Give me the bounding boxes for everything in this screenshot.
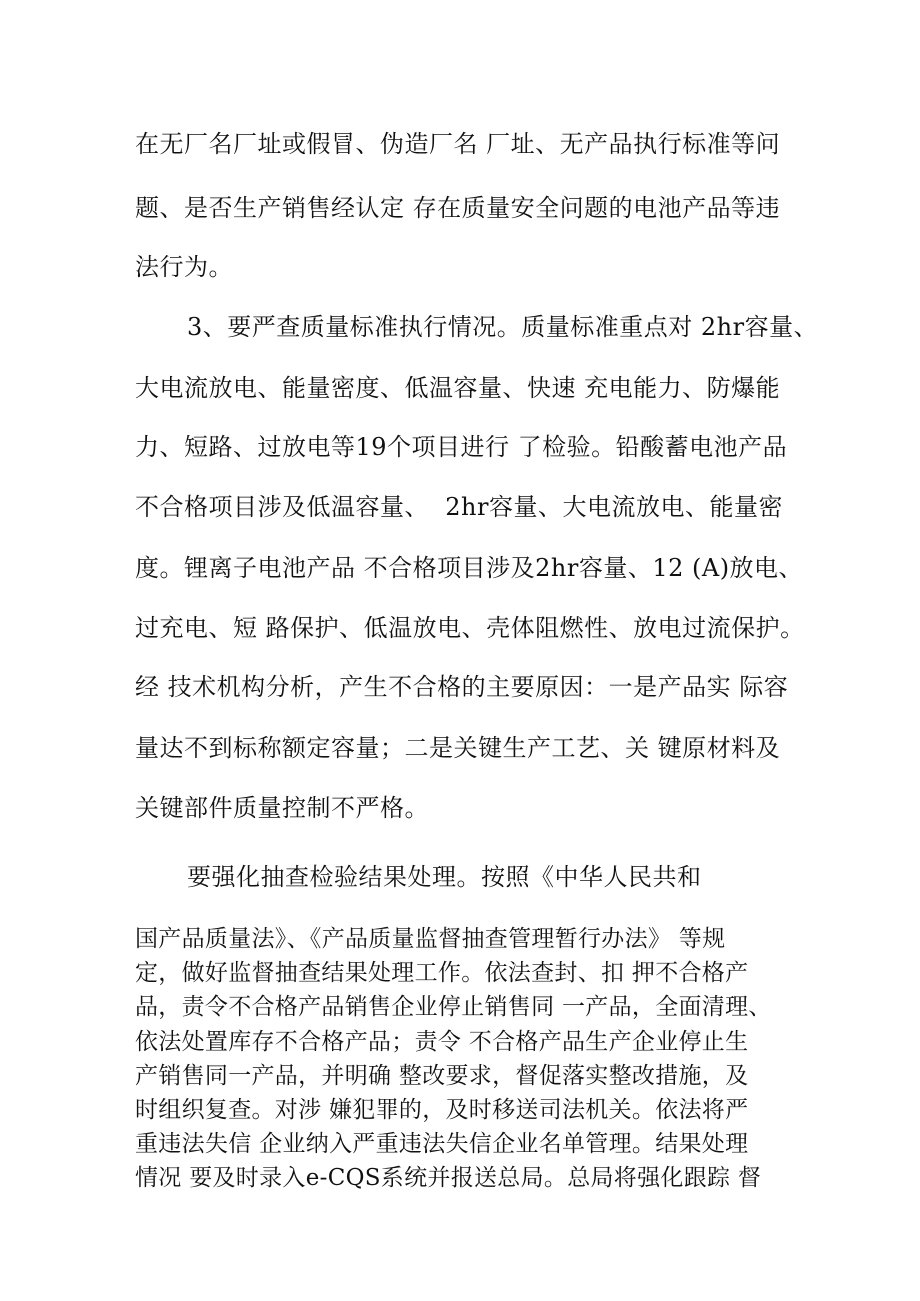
text-line: 要强化抽查检验结果处理。按照《中华人民共和 [187, 863, 702, 891]
text-line: 时组织复查。对涉 嫌犯罪的，及时移送司法机关。依法将严 [135, 1097, 749, 1123]
text-line: 3、要严查质量标准执行情况。质量标准重点对 2hr容量、 [187, 313, 819, 341]
text-line: 依法处置库存不合格产品；责令 不合格产品生产企业停止生 [135, 1029, 749, 1055]
text-line: 力、短路、过放电等19个项目进行 了检验。铅酸蓄电池产品 [135, 433, 788, 461]
text-line: 产销售同一产品，并明确 整改要求，督促落实整改措施，及 [135, 1063, 749, 1089]
text-line: 大电流放电、能量密度、低温容量、快速 充电能力、防爆能 [135, 374, 781, 402]
text-line: 定，做好监督抽查结果处理工作。依法查封、扣 押不合格产 [135, 960, 749, 986]
text-line: 经 技术机构分析，产生不合格的主要原因：一是产品实 际容 [135, 673, 789, 701]
text-line: 度。锂离子电池产品 不合格项目涉及2hr容量、12 (A)放电、 [135, 554, 804, 582]
text-line: 情况 要及时录入e-CQS系统并报送总局。总局将强化跟踪 督 [135, 1165, 762, 1191]
text-line: 法行为。 [135, 253, 233, 281]
text-line: 重违法失信 企业纳入严重违法失信企业名单管理。结果处理 [135, 1131, 749, 1157]
text-line: 关键部件质量控制不严格。 [135, 794, 429, 822]
text-line: 量达不到标称额定容量；二是关键生产工艺、关 键原材料及 [135, 734, 781, 762]
text-line: 过充电、短 路保护、低温放电、壳体阻燃性、放电过流保护。 [135, 614, 805, 642]
text-line: 品，责令不合格产品销售企业停止销售同 一产品，全面清理、 [135, 994, 772, 1020]
text-line: 不合格项目涉及低温容量、 2hr容量、大电流放电、能量密 [135, 493, 783, 521]
text-line: 在无厂名厂址或假冒、伪造厂名 厂址、无产品执行标准等问 [135, 130, 781, 158]
text-line: 国产品质量法》、《产品质量监督抽查管理暂行办法》 等规 [135, 926, 726, 952]
text-line: 题、是否生产销售经认定 存在质量安全问题的电池产品等违 [135, 194, 781, 222]
